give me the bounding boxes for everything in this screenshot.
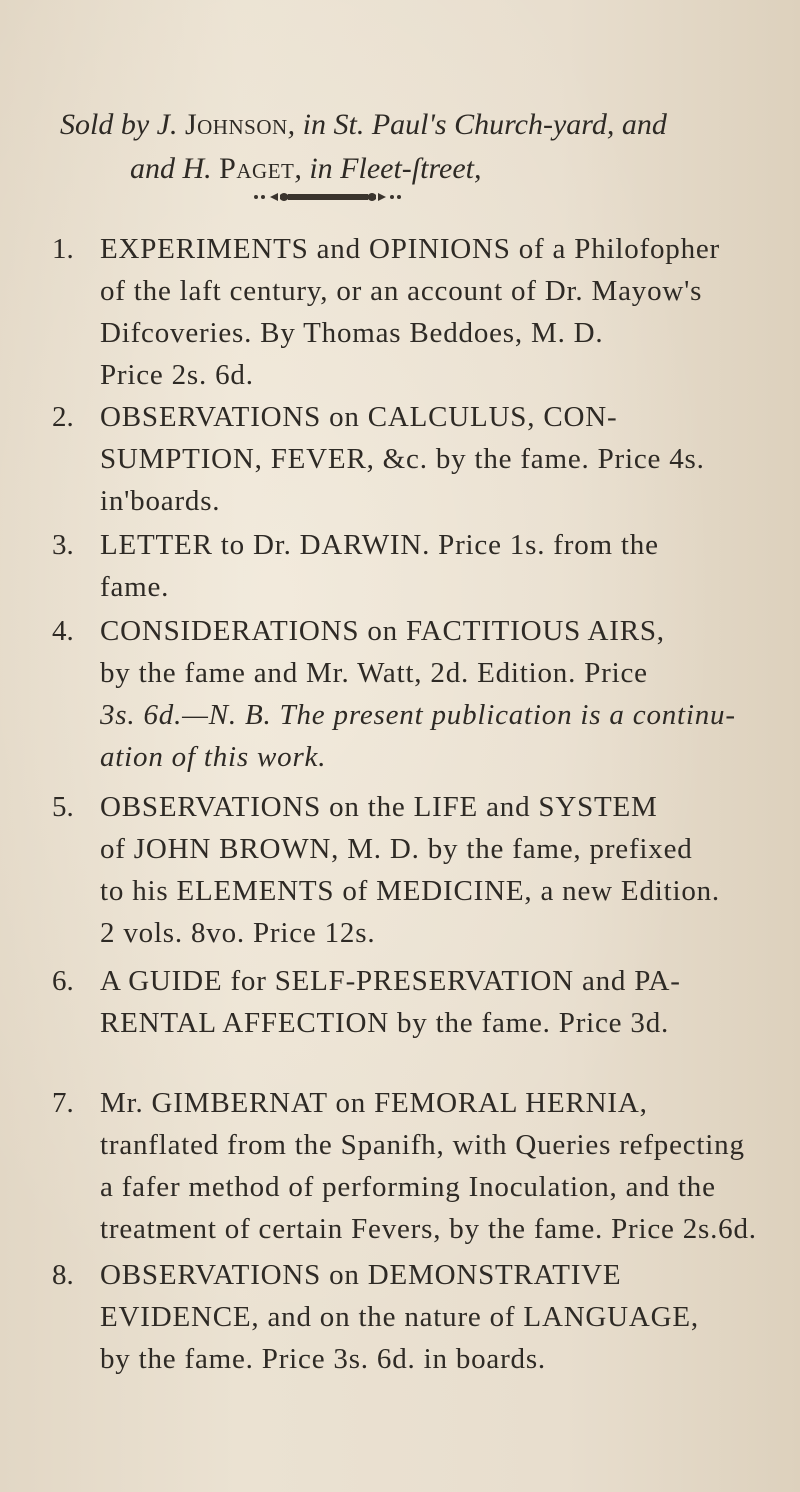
publisher-name-johnson: Johnson [184, 108, 288, 141]
entry-3 [52, 524, 768, 608]
entry-line: RENTAL AFFECTION by the fame. Price 3d. [100, 1007, 670, 1039]
header-line-2-suffix: , in Fleet-ſtreet, [294, 152, 482, 185]
entry-line: OBSERVATIONS on DEMONSTRATIVE [100, 1259, 622, 1291]
entry-line: 2 vols. 8vo. Price 12s. [100, 917, 376, 949]
entry-7 [52, 1082, 768, 1250]
entry-line: A GUIDE for SELF-PRESERVATION and PA- [100, 965, 681, 997]
entry-line: of JOHN BROWN, M. D. by the fame, prefixed [100, 833, 693, 865]
entry-number: 2. [52, 401, 74, 433]
entry-6 [52, 960, 768, 1044]
entry-line: in'boards. [100, 485, 221, 517]
entry-number: 3. [52, 529, 74, 561]
entry-line: OBSERVATIONS on the LIFE and SYSTEM [100, 791, 658, 823]
ornamental-rule [250, 190, 410, 204]
entry-number: 8. [52, 1259, 74, 1291]
publisher-name-paget: Paget [219, 152, 295, 185]
entry-line: EVIDENCE, and on the nature of LANGUAGE, [100, 1301, 699, 1333]
entry-5 [52, 786, 768, 954]
header-line-1-prefix: Sold by J. [60, 108, 185, 141]
entry-2 [52, 396, 768, 522]
entry-line: LETTER to Dr. DARWIN. Price 1s. from the [100, 529, 659, 561]
entry-8 [52, 1254, 768, 1380]
entry-line: Price 2s. 6d. [100, 359, 254, 391]
header-line-1 [60, 103, 760, 147]
entry-number: 6. [52, 965, 74, 997]
entry-number: 1. [52, 233, 74, 265]
entry-line: CONSIDERATIONS on FACTITIOUS AIRS, [100, 615, 665, 647]
entry-1 [52, 228, 768, 396]
header-line-2-prefix: and H. [130, 152, 220, 185]
entry-line: of the laft century, or an account of Dr. Mayow's [100, 275, 703, 307]
entry-line: Difcoveries. By Thomas Beddoes, M. D. [100, 317, 604, 349]
entry-line: to his ELEMENTS of MEDICINE, a new Edition. [100, 875, 720, 907]
entry-number: 5. [52, 791, 74, 823]
entry-number: 7. [52, 1087, 74, 1119]
header-line-1-suffix: , in St. Paul's Church-yard, and [287, 108, 667, 141]
entry-line: fame. [100, 571, 170, 603]
entry-number: 4. [52, 615, 74, 647]
entry-line: OBSERVATIONS on CALCULUS, CON- [100, 401, 618, 433]
entry-line: Mr. GIMBERNAT on FEMORAL HERNIA, [100, 1087, 648, 1119]
header-line-2 [60, 147, 760, 191]
publisher-header [60, 103, 760, 191]
entry-line: treatment of certain Fevers, by the fame. Price 2s.6d. [100, 1213, 757, 1245]
entry-4 [52, 610, 768, 778]
entry-line: ation of this work. [100, 741, 327, 773]
entry-line: tranflated from the Spanifh, with Queries refpecting [100, 1129, 745, 1161]
entry-line: by the fame. Price 3s. 6d. in boards. [100, 1343, 546, 1375]
entry-line: 3s. 6d.—N. B. The present publication is a continu- [100, 699, 736, 731]
entry-line: by the fame and Mr. Watt, 2d. Edition. Price [100, 657, 648, 689]
entry-line: SUMPTION, FEVER, &c. by the fame. Price 4s. [100, 443, 705, 475]
entry-line: a fafer method of performing Inoculation, and the [100, 1171, 716, 1203]
entry-line: EXPERIMENTS and OPINIONS of a Philofopher [100, 233, 721, 265]
